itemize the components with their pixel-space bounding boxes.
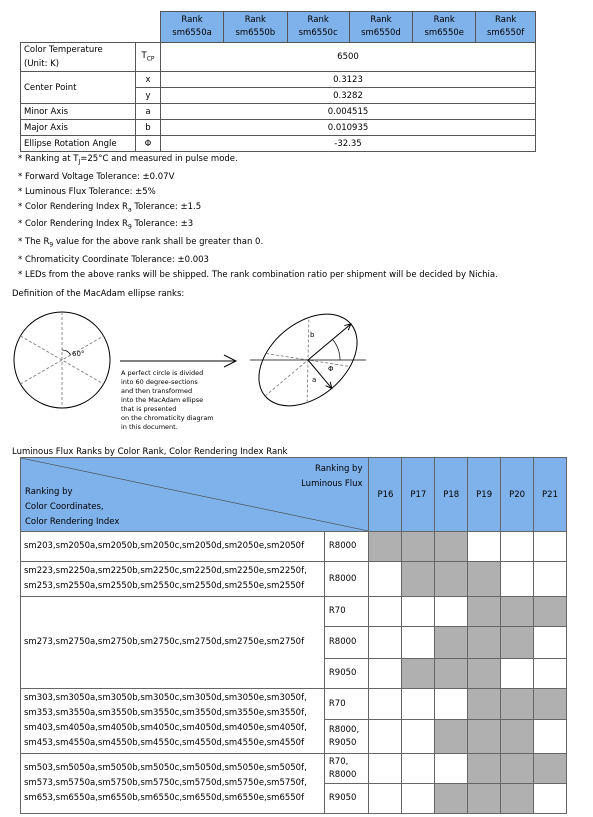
color-code-line: sm203,sm2050a,sm2050b,sm2050c,sm2050d,sm2050e,sm2050f <box>24 541 305 551</box>
cri-rank-line: R8000 <box>328 541 357 551</box>
ellipse-diagram <box>241 305 374 424</box>
cct-symbol: $T_{CP}$ <box>136 43 161 72</box>
rank-header: Rank sm6550f <box>476 12 536 43</box>
flux-table-body <box>21 458 567 814</box>
col-header-p21: P21 <box>534 458 567 532</box>
color-code-line: sm573,sm5750a,sm5750b,sm5750c,sm5750d,sm5750e,sm5750f, <box>24 778 307 788</box>
cri-rank-cell <box>324 659 369 689</box>
caption <box>121 369 214 431</box>
cct-row <box>21 43 536 72</box>
flux-cell-available <box>534 689 567 720</box>
color-codes-cell <box>21 597 325 689</box>
major-axis-row <box>21 120 536 136</box>
x-value: 0.3123 <box>161 72 536 88</box>
flux-cell-empty <box>402 784 435 814</box>
major-axis-value: 0.010935 <box>161 120 536 136</box>
color-codes-cell <box>21 562 325 597</box>
col-header-p19: P19 <box>468 458 501 532</box>
flux-cell-empty <box>402 627 435 659</box>
flux-cell-empty <box>369 754 402 784</box>
rank-header: Rank sm6550d <box>349 12 412 43</box>
cct-label: Color Temperature (Unit: K) <box>21 43 136 72</box>
cri-rank-line: R70, <box>328 756 349 767</box>
minor-axis-label: Minor Axis <box>21 104 136 120</box>
flux-cell-available <box>435 659 468 689</box>
flux-cell-available <box>402 659 435 689</box>
flux-cell-empty <box>534 532 567 562</box>
cri-rank-cell <box>324 754 369 784</box>
svg-text:into 60 degree-sections: into 60 degree-sections <box>121 378 198 386</box>
rank-parameter-table <box>20 11 536 152</box>
note: * Chromaticity Coordinate Tolerance: ±0.003 <box>18 254 209 265</box>
svg-text:A perfect circle is divided: A perfect circle is divided <box>121 369 204 377</box>
svg-text:on the chromaticity diagram: on the chromaticity diagram <box>121 414 214 422</box>
flux-row <box>21 532 567 562</box>
flux-cell-empty <box>369 597 402 627</box>
color-code-line: sm503,sm5050a,sm5050b,sm5050c,sm5050d,sm5050e,sm5050f, <box>24 763 307 773</box>
flux-rank-table <box>20 457 567 814</box>
flux-cell-empty <box>501 659 534 689</box>
minor-axis-value: 0.004515 <box>161 104 536 120</box>
center-x-row <box>21 72 536 88</box>
flux-cell-available <box>468 689 501 720</box>
flux-cell-available <box>534 754 567 784</box>
cri-rank-line: R9050 <box>328 737 357 748</box>
y-value: 0.3282 <box>161 88 536 104</box>
flux-cell-empty <box>369 720 402 754</box>
flux-cell-available <box>534 597 567 627</box>
color-code-line: sm453,sm4550a,sm4550b,sm4550c,sm4550d,sm4550e,sm4550f <box>24 738 305 748</box>
flux-cell-empty <box>435 754 468 784</box>
cri-rank-line: R70 <box>328 698 346 709</box>
flux-cell-empty <box>534 784 567 814</box>
cri-rank-cell <box>324 720 369 754</box>
major-axis-label: Major Axis <box>21 120 136 136</box>
color-code-line: sm353,sm3550a,sm3550b,sm3550c,sm3550d,sm3550e,sm3550f, <box>24 708 307 718</box>
label-phi: Φ <box>328 365 334 373</box>
color-code-line: sm223,sm2250a,sm2250b,sm2250c,sm2250d,sm2250e,sm2250f, <box>24 566 307 576</box>
color-code-line: sm653,sm6550a,sm6550b,sm6550c,sm6550d,sm6550e,sm6550f <box>24 793 305 803</box>
flux-cell-available <box>402 532 435 562</box>
cri-rank-line: R8000, <box>328 724 360 735</box>
flux-row <box>21 562 567 597</box>
flux-row <box>21 597 567 627</box>
flux-cell-empty <box>402 754 435 784</box>
flux-cell-empty <box>402 689 435 720</box>
color-code-line: sm253,sm2550a,sm2550b,sm2550c,sm2550d,sm2550e,sm2550f <box>24 581 305 591</box>
label-a: a <box>312 376 317 384</box>
flux-cell-available <box>501 689 534 720</box>
cri-rank-line: R9050 <box>328 793 357 803</box>
flux-cell-available <box>468 720 501 754</box>
rank-header: Rank sm6550c <box>287 12 349 43</box>
col-header-p20: P20 <box>501 458 534 532</box>
cri-rank-cell <box>324 627 369 659</box>
flux-row <box>21 754 567 784</box>
flux-cell-empty <box>501 532 534 562</box>
svg-text:into the MacAdam ellipse: into the MacAdam ellipse <box>121 396 204 404</box>
cri-rank-cell <box>324 597 369 627</box>
flux-cell-empty <box>369 627 402 659</box>
rotation-symbol: Φ <box>136 136 161 152</box>
flux-cell-available <box>501 720 534 754</box>
cri-rank-cell <box>324 562 369 597</box>
cri-rank-cell <box>324 532 369 562</box>
color-code-line: sm303,sm3050a,sm3050b,sm3050c,sm3050d,sm3050e,sm3050f, <box>24 693 307 703</box>
flux-cell-empty <box>435 597 468 627</box>
note: * Color Rendering Index $R_a$ Tolerance: ±1.5 <box>18 201 202 214</box>
label-b: b <box>310 331 315 339</box>
rotation-value: -32.35 <box>161 136 536 152</box>
flux-cell-available <box>501 784 534 814</box>
flux-cell-empty <box>369 689 402 720</box>
header-diagonal-cell <box>21 458 369 532</box>
flux-cell-available <box>435 784 468 814</box>
major-axis-symbol: b <box>136 120 161 136</box>
cct-value: 6500 <box>161 43 536 72</box>
cri-rank-line: R8000 <box>328 573 357 584</box>
svg-text:and then transformed: and then transformed <box>121 387 193 395</box>
svg-text:that is presented: that is presented <box>121 405 177 413</box>
rotation-label: Ellipse Rotation Angle <box>21 136 136 152</box>
color-code-line: sm273,sm2750a,sm2750b,sm2750c,sm2750d,sm2750e,sm2750f <box>24 637 305 647</box>
header-flux-label: Ranking by Luminous Flux <box>301 464 363 489</box>
color-codes-cell <box>21 532 325 562</box>
note: * The $R_9$ value for the above rank shall be greater than 0. <box>18 237 264 249</box>
cri-rank-line: R8000 <box>328 637 357 647</box>
note: * Luminous Flux Tolerance: ±5% <box>18 186 156 197</box>
flux-cell-empty <box>369 784 402 814</box>
flux-cell-empty <box>534 720 567 754</box>
minor-axis-row <box>21 104 536 120</box>
flux-cell-empty <box>402 597 435 627</box>
x-symbol: x <box>136 72 161 88</box>
flux-cell-available <box>468 784 501 814</box>
flux-cell-available <box>501 597 534 627</box>
flux-cell-empty <box>369 562 402 597</box>
notes-list <box>18 152 498 283</box>
note: * Forward Voltage Tolerance: ±0.07V <box>18 171 175 182</box>
flux-table-title: Luminous Flux Ranks by Color Rank, Color Rendering Index Rank <box>12 447 288 457</box>
rotation-row <box>21 136 536 152</box>
flux-cell-empty <box>534 659 567 689</box>
rank-header-row <box>21 12 536 43</box>
header-color-label: Ranking by Color Coordinates, Color Rendering Index <box>25 487 120 527</box>
color-code-line: sm403,sm4050a,sm4050b,sm4050c,sm4050d,sm4050e,sm4050f, <box>24 723 307 733</box>
flux-cell-available <box>468 597 501 627</box>
flux-cell-empty <box>369 659 402 689</box>
flux-cell-available <box>468 659 501 689</box>
flux-cell-available <box>435 720 468 754</box>
arrow <box>120 355 236 367</box>
note: * Color Rendering Index $R_9$ Tolerance: ±3 <box>18 219 194 232</box>
flux-cell-empty <box>435 689 468 720</box>
flux-cell-available <box>501 754 534 784</box>
cri-rank-cell <box>324 689 369 720</box>
rank-header: Rank sm6550b <box>224 12 287 43</box>
flux-cell-available <box>468 754 501 784</box>
cri-rank-cell <box>324 784 369 814</box>
flux-cell-available <box>402 562 435 597</box>
col-header-p18: P18 <box>435 458 468 532</box>
flux-cell-available <box>468 627 501 659</box>
col-header-p17: P17 <box>402 458 435 532</box>
note: * Ranking at $T_J=25^\circ C$ and measured in pulse mode. <box>18 154 238 166</box>
macadam-title: Definition of the MacAdam ellipse ranks: <box>12 289 185 299</box>
col-header-p16: P16 <box>369 458 402 532</box>
note: * LEDs from the above ranks will be shipped. The rank combination ratio per shipment will be decided by Nichia. <box>18 269 498 280</box>
flux-cell-empty <box>534 627 567 659</box>
flux-cell-empty <box>468 532 501 562</box>
center-point-label: Center Point <box>21 72 136 104</box>
rank-header: Rank sm6550e <box>413 12 476 43</box>
cri-rank-line: R9050 <box>328 668 357 678</box>
rank-header: Rank sm6550a <box>161 12 224 43</box>
flux-cell-available <box>468 562 501 597</box>
flux-cell-available <box>369 532 402 562</box>
flux-cell-empty <box>534 562 567 597</box>
flux-cell-available <box>435 562 468 597</box>
flux-cell-empty <box>402 720 435 754</box>
flux-header-row <box>21 458 567 532</box>
cri-rank-line: R8000 <box>328 769 357 780</box>
color-codes-cell <box>21 689 325 754</box>
minor-axis-symbol: a <box>136 104 161 120</box>
circle-diagram <box>14 312 110 408</box>
cri-rank-line: R70 <box>328 606 346 616</box>
flux-row <box>21 689 567 720</box>
flux-cell-available <box>435 532 468 562</box>
flux-cell-empty <box>501 562 534 597</box>
y-symbol: y <box>136 88 161 104</box>
flux-cell-available <box>501 627 534 659</box>
flux-cell-available <box>435 627 468 659</box>
color-codes-cell <box>21 754 325 814</box>
svg-text:in this document.: in this document. <box>121 423 178 431</box>
angle-label: 60° <box>72 350 85 358</box>
macadam-ellipse-diagram <box>0 305 593 445</box>
